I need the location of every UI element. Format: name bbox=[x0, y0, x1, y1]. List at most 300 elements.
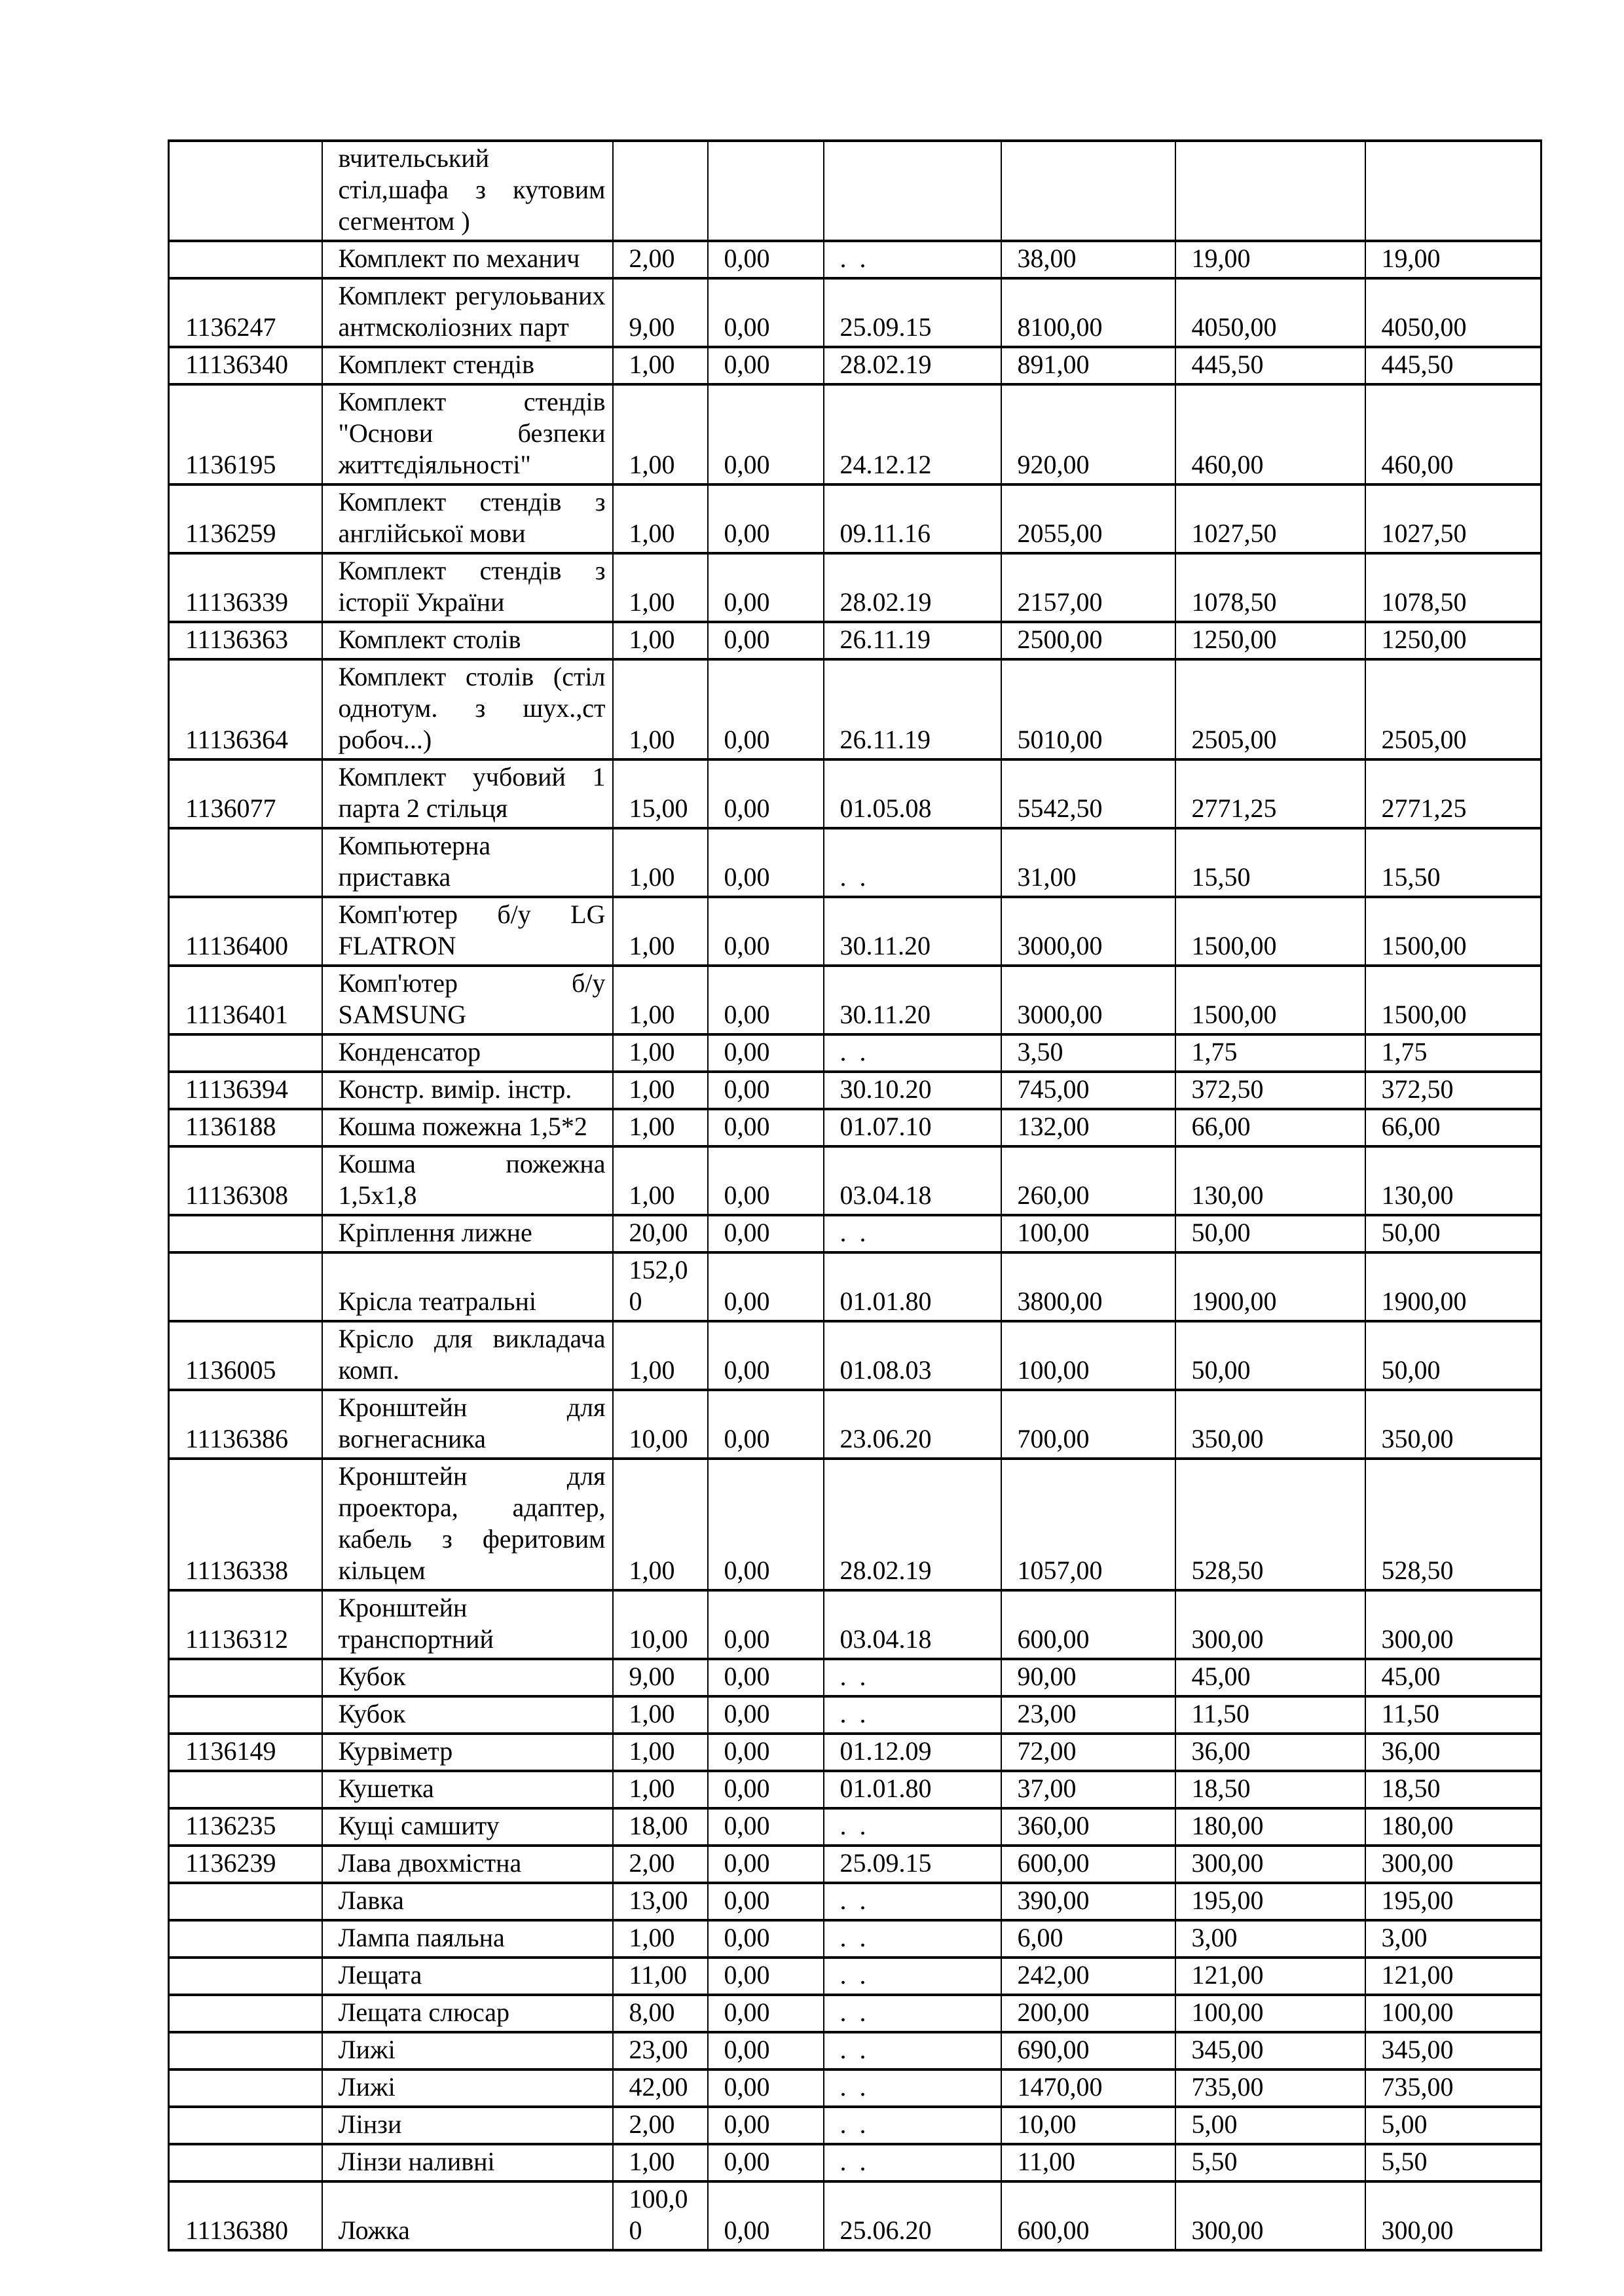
quantity-cell: 1,00 bbox=[613, 2144, 708, 2181]
quantity-cell: 23,00 bbox=[613, 2032, 708, 2069]
quantity-cell: 1,00 bbox=[613, 1034, 708, 1072]
amount-half-cell: 50,00 bbox=[1175, 1321, 1365, 1390]
item-name-cell: Лавка bbox=[322, 1883, 613, 1920]
quantity-zero-cell: 0,00 bbox=[708, 2181, 824, 2250]
date-cell: 09.11.16 bbox=[824, 484, 1001, 553]
item-name-cell: Кронштейн для проектора, адаптер, кабель з феритовим кільцем bbox=[322, 1459, 613, 1590]
table-row bbox=[169, 553, 1541, 622]
quantity-cell: 2,00 bbox=[613, 2107, 708, 2144]
item-name-cell: Комплект столів (стіл однотум. з шух.,ст робоч...) bbox=[322, 659, 613, 759]
amount-cell: 132,00 bbox=[1001, 1109, 1175, 1146]
inv-number-cell: 11136339 bbox=[169, 553, 322, 622]
amount-half2-cell: 735,00 bbox=[1365, 2069, 1541, 2107]
amount-half-cell: 36,00 bbox=[1175, 1734, 1365, 1771]
inv-number-cell: 1136005 bbox=[169, 1321, 322, 1390]
amount-half-cell: 1027,50 bbox=[1175, 484, 1365, 553]
date-cell: . . bbox=[824, 1808, 1001, 1846]
item-name-cell: Комплект стендів з англійської мови bbox=[322, 484, 613, 553]
item-name-cell: Кущі самшиту bbox=[322, 1808, 613, 1846]
table-row bbox=[169, 1995, 1541, 2032]
quantity-cell: 1,00 bbox=[613, 1920, 708, 1958]
amount-half-cell: 528,50 bbox=[1175, 1459, 1365, 1590]
item-name-cell: Кубок bbox=[322, 1696, 613, 1734]
inv-number-cell: 1136247 bbox=[169, 278, 322, 347]
item-name-cell: Комплект стендів bbox=[322, 347, 613, 384]
inv-number-cell: 1136188 bbox=[169, 1109, 322, 1146]
table-row bbox=[169, 1146, 1541, 1215]
amount-half2-cell: 1900,00 bbox=[1365, 1252, 1541, 1321]
inv-number-cell bbox=[169, 1215, 322, 1252]
quantity-zero-cell: 0,00 bbox=[708, 278, 824, 347]
amount-half-cell: 130,00 bbox=[1175, 1146, 1365, 1215]
item-name-cell: Кошма пожежна 1,5*2 bbox=[322, 1109, 613, 1146]
item-name-cell: Лещата слюсар bbox=[322, 1995, 613, 2032]
table-row bbox=[169, 759, 1541, 828]
amount-half-cell: 4050,00 bbox=[1175, 278, 1365, 347]
amount-cell: 700,00 bbox=[1001, 1390, 1175, 1459]
item-name-cell: Констр. вимір. інстр. bbox=[322, 1072, 613, 1109]
inv-number-cell bbox=[169, 1883, 322, 1920]
amount-cell: 600,00 bbox=[1001, 1846, 1175, 1883]
item-name-cell: Комплект столів bbox=[322, 622, 613, 659]
date-cell: . . bbox=[824, 1958, 1001, 1995]
amount-half-cell: 3,00 bbox=[1175, 1920, 1365, 1958]
amount-half-cell: 121,00 bbox=[1175, 1958, 1365, 1995]
quantity-zero-cell: 0,00 bbox=[708, 1321, 824, 1390]
amount-cell: 600,00 bbox=[1001, 1590, 1175, 1659]
table-row bbox=[169, 384, 1541, 484]
inv-number-cell: 1136235 bbox=[169, 1808, 322, 1846]
amount-half-cell: 195,00 bbox=[1175, 1883, 1365, 1920]
item-name-cell: Комплект учбовий 1 парта 2 стільця bbox=[322, 759, 613, 828]
inv-number-cell: 11136401 bbox=[169, 966, 322, 1034]
amount-cell: 6,00 bbox=[1001, 1920, 1175, 1958]
amount-half2-cell: 15,50 bbox=[1365, 828, 1541, 897]
item-name-cell: Кронштейн транспортний bbox=[322, 1590, 613, 1659]
quantity-zero-cell: 0,00 bbox=[708, 2144, 824, 2181]
amount-half2-cell: 5,00 bbox=[1365, 2107, 1541, 2144]
amount-half2-cell: 372,50 bbox=[1365, 1072, 1541, 1109]
quantity-cell: 1,00 bbox=[613, 1109, 708, 1146]
quantity-cell: 1,00 bbox=[613, 1072, 708, 1109]
item-name-cell: Лижі bbox=[322, 2032, 613, 2069]
amount-cell: 200,00 bbox=[1001, 1995, 1175, 2032]
amount-half-cell: 345,00 bbox=[1175, 2032, 1365, 2069]
inv-number-cell bbox=[169, 1995, 322, 2032]
item-name-cell: Крісла театральні bbox=[322, 1252, 613, 1321]
amount-cell: 920,00 bbox=[1001, 384, 1175, 484]
quantity-zero-cell: 0,00 bbox=[708, 659, 824, 759]
amount-half-cell: 445,50 bbox=[1175, 347, 1365, 384]
amount-cell: 2500,00 bbox=[1001, 622, 1175, 659]
item-name-cell: Компьютерна приставка bbox=[322, 828, 613, 897]
item-name-cell: Комп'ютер б/у LG FLATRON bbox=[322, 897, 613, 966]
quantity-zero-cell: 0,00 bbox=[708, 1920, 824, 1958]
inv-number-cell bbox=[169, 2107, 322, 2144]
quantity-cell: 1,00 bbox=[613, 384, 708, 484]
table-row bbox=[169, 1109, 1541, 1146]
amount-half-cell: 1078,50 bbox=[1175, 553, 1365, 622]
quantity-cell: 9,00 bbox=[613, 1659, 708, 1696]
item-name-cell: Лижі bbox=[322, 2069, 613, 2107]
table-row bbox=[169, 1659, 1541, 1696]
amount-half-cell: 735,00 bbox=[1175, 2069, 1365, 2107]
amount-cell: 37,00 bbox=[1001, 1771, 1175, 1808]
amount-half2-cell: 11,50 bbox=[1365, 1696, 1541, 1734]
quantity-cell: 1,00 bbox=[613, 622, 708, 659]
amount-half2-cell: 1500,00 bbox=[1365, 897, 1541, 966]
amount-half2-cell: 2771,25 bbox=[1365, 759, 1541, 828]
amount-half2-cell: 2505,00 bbox=[1365, 659, 1541, 759]
amount-half2-cell: 19,00 bbox=[1365, 241, 1541, 278]
quantity-zero-cell: 0,00 bbox=[708, 347, 824, 384]
quantity-cell: 2,00 bbox=[613, 1846, 708, 1883]
inv-number-cell bbox=[169, 2144, 322, 2181]
table-row bbox=[169, 141, 1541, 241]
amount-half-cell: 19,00 bbox=[1175, 241, 1365, 278]
quantity-zero-cell: 0,00 bbox=[708, 1390, 824, 1459]
quantity-cell: 1,00 bbox=[613, 553, 708, 622]
inv-number-cell: 11136386 bbox=[169, 1390, 322, 1459]
inv-number-cell bbox=[169, 1920, 322, 1958]
item-name-cell: Кріплення лижне bbox=[322, 1215, 613, 1252]
amount-half2-cell: 45,00 bbox=[1365, 1659, 1541, 1696]
quantity-zero-cell: 0,00 bbox=[708, 1995, 824, 2032]
table-row bbox=[169, 347, 1541, 384]
table-row bbox=[169, 2144, 1541, 2181]
amount-half-cell: 1,75 bbox=[1175, 1034, 1365, 1072]
item-name-cell: Лещата bbox=[322, 1958, 613, 1995]
date-cell: 25.06.20 bbox=[824, 2181, 1001, 2250]
amount-half2-cell: 1078,50 bbox=[1365, 553, 1541, 622]
amount-half2-cell: 195,00 bbox=[1365, 1883, 1541, 1920]
table-row bbox=[169, 1252, 1541, 1321]
inv-number-cell: 1136149 bbox=[169, 1734, 322, 1771]
amount-cell: 38,00 bbox=[1001, 241, 1175, 278]
item-name-cell: Кошма пожежна 1,5х1,8 bbox=[322, 1146, 613, 1215]
quantity-zero-cell: 0,00 bbox=[708, 2069, 824, 2107]
table-row bbox=[169, 1390, 1541, 1459]
date-cell: 01.01.80 bbox=[824, 1771, 1001, 1808]
table-row bbox=[169, 2181, 1541, 2250]
amount-cell: 390,00 bbox=[1001, 1883, 1175, 1920]
item-name-cell: Комп'ютер б/у SAMSUNG bbox=[322, 966, 613, 1034]
quantity-zero-cell: 0,00 bbox=[708, 1459, 824, 1590]
amount-cell: 1057,00 bbox=[1001, 1459, 1175, 1590]
inv-number-cell: 11136364 bbox=[169, 659, 322, 759]
amount-half2-cell: 345,00 bbox=[1365, 2032, 1541, 2069]
table-row bbox=[169, 1771, 1541, 1808]
date-cell: 26.11.19 bbox=[824, 659, 1001, 759]
quantity-cell: 1,00 bbox=[613, 1146, 708, 1215]
inv-number-cell bbox=[169, 141, 322, 241]
table-row bbox=[169, 484, 1541, 553]
amount-cell: 72,00 bbox=[1001, 1734, 1175, 1771]
table-row bbox=[169, 828, 1541, 897]
inventory-table bbox=[168, 139, 1542, 2251]
table-row bbox=[169, 1072, 1541, 1109]
quantity-zero-cell: 0,00 bbox=[708, 1034, 824, 1072]
quantity-zero-cell: 0,00 bbox=[708, 384, 824, 484]
date-cell: 30.10.20 bbox=[824, 1072, 1001, 1109]
inv-number-cell: 11136380 bbox=[169, 2181, 322, 2250]
amount-half-cell: 1500,00 bbox=[1175, 897, 1365, 966]
amount-half-cell: 5,50 bbox=[1175, 2144, 1365, 2181]
amount-half-cell: 5,00 bbox=[1175, 2107, 1365, 2144]
inv-number-cell: 11136394 bbox=[169, 1072, 322, 1109]
date-cell: 03.04.18 bbox=[824, 1590, 1001, 1659]
table-row bbox=[169, 1215, 1541, 1252]
table-row bbox=[169, 897, 1541, 966]
amount-half2-cell: 1500,00 bbox=[1365, 966, 1541, 1034]
quantity-zero-cell: 0,00 bbox=[708, 828, 824, 897]
quantity-zero-cell: 0,00 bbox=[708, 1771, 824, 1808]
inv-number-cell: 1136195 bbox=[169, 384, 322, 484]
item-name-cell: Лінзи наливні bbox=[322, 2144, 613, 2181]
table-row bbox=[169, 1459, 1541, 1590]
inv-number-cell bbox=[169, 1696, 322, 1734]
item-name-cell: Кушетка bbox=[322, 1771, 613, 1808]
date-cell: 01.08.03 bbox=[824, 1321, 1001, 1390]
inv-number-cell: 1136239 bbox=[169, 1846, 322, 1883]
quantity-zero-cell: 0,00 bbox=[708, 1072, 824, 1109]
amount-cell: 745,00 bbox=[1001, 1072, 1175, 1109]
quantity-cell: 2,00 bbox=[613, 241, 708, 278]
table-row bbox=[169, 622, 1541, 659]
inv-number-cell: 11136312 bbox=[169, 1590, 322, 1659]
inv-number-cell: 11136400 bbox=[169, 897, 322, 966]
amount-half2-cell: 5,50 bbox=[1365, 2144, 1541, 2181]
item-name-cell: Лампа паяльна bbox=[322, 1920, 613, 1958]
amount-cell: 3800,00 bbox=[1001, 1252, 1175, 1321]
table-row bbox=[169, 1321, 1541, 1390]
inv-number-cell: 1136259 bbox=[169, 484, 322, 553]
table-row bbox=[169, 659, 1541, 759]
date-cell: 28.02.19 bbox=[824, 347, 1001, 384]
quantity-zero-cell: 0,00 bbox=[708, 2107, 824, 2144]
item-name-cell: Комплект регулоьваних антмсколіозних парт bbox=[322, 278, 613, 347]
table-row bbox=[169, 1808, 1541, 1846]
amount-cell: 2055,00 bbox=[1001, 484, 1175, 553]
table-row bbox=[169, 1034, 1541, 1072]
amount-half2-cell: 1027,50 bbox=[1365, 484, 1541, 553]
amount-cell: 31,00 bbox=[1001, 828, 1175, 897]
quantity-cell: 11,00 bbox=[613, 1958, 708, 1995]
inventory-table-body bbox=[169, 141, 1541, 2250]
table-row bbox=[169, 2032, 1541, 2069]
amount-half-cell: 300,00 bbox=[1175, 1590, 1365, 1659]
amount-cell bbox=[1001, 141, 1175, 241]
amount-half2-cell: 50,00 bbox=[1365, 1215, 1541, 1252]
quantity-cell: 1,00 bbox=[613, 1321, 708, 1390]
quantity-cell: 42,00 bbox=[613, 2069, 708, 2107]
quantity-cell: 152,00 bbox=[613, 1252, 708, 1321]
inv-number-cell bbox=[169, 1252, 322, 1321]
quantity-cell: 13,00 bbox=[613, 1883, 708, 1920]
table-row bbox=[169, 2069, 1541, 2107]
amount-half2-cell: 100,00 bbox=[1365, 1995, 1541, 2032]
quantity-zero-cell: 0,00 bbox=[708, 1659, 824, 1696]
table-row bbox=[169, 1696, 1541, 1734]
date-cell: 28.02.19 bbox=[824, 1459, 1001, 1590]
quantity-cell: 1,00 bbox=[613, 966, 708, 1034]
quantity-zero-cell: 0,00 bbox=[708, 622, 824, 659]
date-cell: . . bbox=[824, 1696, 1001, 1734]
item-name-cell: Курвіметр bbox=[322, 1734, 613, 1771]
date-cell: . . bbox=[824, 1034, 1001, 1072]
date-cell: . . bbox=[824, 2144, 1001, 2181]
table-row bbox=[169, 278, 1541, 347]
amount-half-cell: 1250,00 bbox=[1175, 622, 1365, 659]
quantity-cell: 1,00 bbox=[613, 484, 708, 553]
item-name-cell: Лава двохмістна bbox=[322, 1846, 613, 1883]
amount-half-cell: 50,00 bbox=[1175, 1215, 1365, 1252]
amount-cell: 2157,00 bbox=[1001, 553, 1175, 622]
item-name-cell: Лінзи bbox=[322, 2107, 613, 2144]
item-name-cell: Кронштейн для вогнегасника bbox=[322, 1390, 613, 1459]
amount-half-cell: 372,50 bbox=[1175, 1072, 1365, 1109]
amount-cell: 10,00 bbox=[1001, 2107, 1175, 2144]
amount-cell: 600,00 bbox=[1001, 2181, 1175, 2250]
amount-half2-cell: 350,00 bbox=[1365, 1390, 1541, 1459]
inv-number-cell: 11136340 bbox=[169, 347, 322, 384]
amount-cell: 100,00 bbox=[1001, 1321, 1175, 1390]
item-name-cell: вчительський стіл,шафа з кутовим сегментом ) bbox=[322, 141, 613, 241]
amount-half2-cell: 121,00 bbox=[1365, 1958, 1541, 1995]
quantity-zero-cell: 0,00 bbox=[708, 241, 824, 278]
quantity-cell: 15,00 bbox=[613, 759, 708, 828]
quantity-zero-cell: 0,00 bbox=[708, 1252, 824, 1321]
date-cell: . . bbox=[824, 2032, 1001, 2069]
date-cell: . . bbox=[824, 2107, 1001, 2144]
quantity-cell: 100,00 bbox=[613, 2181, 708, 2250]
item-name-cell: Комплект по механич bbox=[322, 241, 613, 278]
quantity-zero-cell: 0,00 bbox=[708, 897, 824, 966]
table-row bbox=[169, 1958, 1541, 1995]
amount-half-cell: 460,00 bbox=[1175, 384, 1365, 484]
date-cell: . . bbox=[824, 1920, 1001, 1958]
quantity-cell: 1,00 bbox=[613, 1459, 708, 1590]
date-cell: 23.06.20 bbox=[824, 1390, 1001, 1459]
quantity-zero-cell: 0,00 bbox=[708, 553, 824, 622]
quantity-zero-cell: 0,00 bbox=[708, 1734, 824, 1771]
table-row bbox=[169, 1920, 1541, 1958]
amount-half-cell bbox=[1175, 141, 1365, 241]
amount-half2-cell: 460,00 bbox=[1365, 384, 1541, 484]
amount-half2-cell: 300,00 bbox=[1365, 1846, 1541, 1883]
item-name-cell: Ложка bbox=[322, 2181, 613, 2250]
item-name-cell: Крісло для викладача комп. bbox=[322, 1321, 613, 1390]
date-cell: . . bbox=[824, 1215, 1001, 1252]
table-row bbox=[169, 966, 1541, 1034]
date-cell: 01.07.10 bbox=[824, 1109, 1001, 1146]
quantity-cell: 10,00 bbox=[613, 1390, 708, 1459]
quantity-zero-cell: 0,00 bbox=[708, 759, 824, 828]
amount-cell: 3000,00 bbox=[1001, 966, 1175, 1034]
inv-number-cell: 11136363 bbox=[169, 622, 322, 659]
amount-cell: 90,00 bbox=[1001, 1659, 1175, 1696]
inv-number-cell bbox=[169, 1958, 322, 1995]
date-cell: 30.11.20 bbox=[824, 966, 1001, 1034]
amount-cell: 690,00 bbox=[1001, 2032, 1175, 2069]
amount-half2-cell: 1250,00 bbox=[1365, 622, 1541, 659]
amount-half-cell: 100,00 bbox=[1175, 1995, 1365, 2032]
amount-cell: 3,50 bbox=[1001, 1034, 1175, 1072]
amount-cell: 23,00 bbox=[1001, 1696, 1175, 1734]
quantity-zero-cell: 0,00 bbox=[708, 1146, 824, 1215]
amount-cell: 5542,50 bbox=[1001, 759, 1175, 828]
amount-half-cell: 1900,00 bbox=[1175, 1252, 1365, 1321]
quantity-cell: 1,00 bbox=[613, 828, 708, 897]
table-row bbox=[169, 2107, 1541, 2144]
quantity-zero-cell: 0,00 bbox=[708, 1109, 824, 1146]
date-cell: 28.02.19 bbox=[824, 553, 1001, 622]
amount-cell: 3000,00 bbox=[1001, 897, 1175, 966]
quantity-cell: 10,00 bbox=[613, 1590, 708, 1659]
date-cell: . . bbox=[824, 828, 1001, 897]
amount-half2-cell: 180,00 bbox=[1365, 1808, 1541, 1846]
amount-half2-cell: 528,50 bbox=[1365, 1459, 1541, 1590]
date-cell: 30.11.20 bbox=[824, 897, 1001, 966]
quantity-zero-cell bbox=[708, 141, 824, 241]
amount-half-cell: 2771,25 bbox=[1175, 759, 1365, 828]
table-row bbox=[169, 241, 1541, 278]
inv-number-cell bbox=[169, 828, 322, 897]
quantity-zero-cell: 0,00 bbox=[708, 1696, 824, 1734]
item-name-cell: Конденсатор bbox=[322, 1034, 613, 1072]
amount-half-cell: 1500,00 bbox=[1175, 966, 1365, 1034]
quantity-zero-cell: 0,00 bbox=[708, 1215, 824, 1252]
item-name-cell: Кубок bbox=[322, 1659, 613, 1696]
item-name-cell: Комплект стендів з історії України bbox=[322, 553, 613, 622]
quantity-cell: 1,00 bbox=[613, 1696, 708, 1734]
amount-half2-cell: 130,00 bbox=[1365, 1146, 1541, 1215]
table-row bbox=[169, 1846, 1541, 1883]
amount-cell: 8100,00 bbox=[1001, 278, 1175, 347]
table-row bbox=[169, 1590, 1541, 1659]
inv-number-cell: 1136077 bbox=[169, 759, 322, 828]
inv-number-cell bbox=[169, 1034, 322, 1072]
quantity-cell: 1,00 bbox=[613, 347, 708, 384]
quantity-zero-cell: 0,00 bbox=[708, 1846, 824, 1883]
amount-half-cell: 15,50 bbox=[1175, 828, 1365, 897]
date-cell: . . bbox=[824, 241, 1001, 278]
amount-half-cell: 300,00 bbox=[1175, 1846, 1365, 1883]
amount-cell: 891,00 bbox=[1001, 347, 1175, 384]
amount-cell: 260,00 bbox=[1001, 1146, 1175, 1215]
quantity-cell: 1,00 bbox=[613, 1771, 708, 1808]
quantity-cell: 1,00 bbox=[613, 659, 708, 759]
quantity-cell: 20,00 bbox=[613, 1215, 708, 1252]
table-row bbox=[169, 1883, 1541, 1920]
inv-number-cell: 11136338 bbox=[169, 1459, 322, 1590]
amount-half2-cell: 66,00 bbox=[1365, 1109, 1541, 1146]
inv-number-cell: 11136308 bbox=[169, 1146, 322, 1215]
item-name-cell: Комплект стендів "Основи безпеки життєдіяльності" bbox=[322, 384, 613, 484]
amount-half2-cell: 445,50 bbox=[1365, 347, 1541, 384]
quantity-zero-cell: 0,00 bbox=[708, 1958, 824, 1995]
inv-number-cell bbox=[169, 241, 322, 278]
amount-half-cell: 2505,00 bbox=[1175, 659, 1365, 759]
amount-half2-cell: 4050,00 bbox=[1365, 278, 1541, 347]
quantity-cell: 18,00 bbox=[613, 1808, 708, 1846]
amount-half2-cell: 300,00 bbox=[1365, 2181, 1541, 2250]
date-cell: . . bbox=[824, 1659, 1001, 1696]
date-cell: . . bbox=[824, 1883, 1001, 1920]
date-cell: 01.12.09 bbox=[824, 1734, 1001, 1771]
amount-half2-cell: 50,00 bbox=[1365, 1321, 1541, 1390]
quantity-zero-cell: 0,00 bbox=[708, 1883, 824, 1920]
